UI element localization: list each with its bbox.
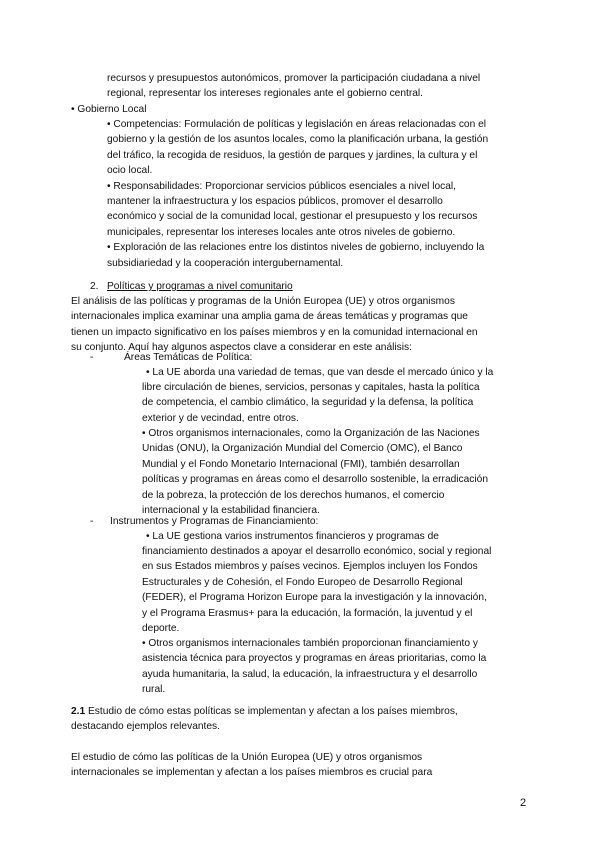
text-line: Estructurales y de Cohesión, el Fondo Europeo de Desarrollo Regional [142, 576, 463, 588]
text-line: gobierno y la gestión de los asuntos locales, como la planificación urbana, la gestión [107, 134, 489, 146]
text-line: ayuda humanitaria, la salud, la educación, la infraestructura y el desarrollo [142, 668, 478, 680]
text-line: rural. [142, 684, 166, 696]
gobierno-local-heading: • Gobierno Local [71, 104, 147, 115]
instrumentos-ue-first: • La UE gestiona varios instrumentos financieros y programas de [146, 531, 439, 542]
text-line: y el Programa Erasmus+ para la educación, la formación, la juventud y el [142, 607, 473, 619]
text-line: internacionales implica examinar una amplia gama de áreas temáticas y programas que [71, 311, 468, 323]
gobierno-local-items [107, 117, 488, 271]
dash-marker: - [90, 516, 94, 527]
text-line: (FEDER), el Programa Horizon Europe para la investigación y la innovación, [142, 592, 487, 604]
text-line: regional, representar los intereses regionales ante el gobierno central. [107, 88, 424, 100]
areas-title: Áreas Temáticas de Política: [124, 352, 253, 363]
text-line: subsidiariedad y la cooperación intergubernamental. [107, 257, 344, 269]
page-number: 2 [520, 797, 527, 809]
text-line: internacional y la estabilidad financiera. [142, 505, 320, 517]
dash-marker: - [90, 352, 94, 363]
section-2-heading [90, 279, 293, 294]
section-2-1-heading [71, 704, 458, 735]
text-line: libre circulación de bienes, servicios, personas y capitales, hasta la política [142, 382, 480, 393]
text-line: asistencia técnica para proyectos y programas en áreas prioritarias, como la [142, 653, 487, 665]
text-line: • Responsabilidades: Proporcionar servicios públicos esenciales a nivel local, [107, 180, 456, 192]
instrumentos-heading [90, 514, 318, 529]
text-line: del tráfico, la recogida de residuos, la gestión de parques y jardines, la cultura y el [107, 149, 478, 161]
text-line: recursos y presupuestos autonómicos, promover la participación ciudadana a nivel [107, 73, 481, 84]
text-line: Unidas (ONU), la Organización Mundial del Comercio (OMC), el Banco [142, 443, 463, 455]
text-line: El estudio de cómo las políticas de la Unión Europea (UE) y otros organismos [71, 752, 423, 763]
section-2-intro [71, 294, 478, 356]
section-title: Políticas y programas a nivel comunitario [107, 281, 293, 292]
text-line: en sus Estados miembros y países vecinos. Ejemplos incluyen los Fondos [142, 561, 478, 573]
areas-otros [142, 426, 488, 518]
text-line: económico y social de la comunidad local, gestionar el presupuesto y los recursos [107, 211, 478, 223]
text-line: • Otros organismos internacionales también proporcionan financiamiento y [142, 638, 478, 649]
text-line: internacionales se implementan y afectan a los países miembros es crucial para [71, 767, 433, 779]
text-line: • Otros organismos internacionales, como la Organización de las Naciones [142, 428, 480, 439]
text-line: • Exploración de las relaciones entre los distintos niveles de gobierno, incluyendo la [107, 242, 485, 254]
text-line: Mundial y el Fondo Monetario Internacional (FMI), también desarrollan [142, 458, 460, 470]
text-line: de la pobreza, la protección de los derechos humanos, el comercio [142, 489, 445, 501]
instrumentos-title: Instrumentos y Programas de Financiamiento: [110, 516, 319, 527]
text-line: exterior y de vecindad, entre otros. [142, 412, 299, 424]
text-line: deporte. [142, 623, 180, 635]
text-line [71, 704, 458, 719]
section-number: 2. [90, 281, 99, 292]
areas-ue-rest [142, 380, 480, 426]
areas-ue-first: • La UE aborda una variedad de temas, que van desde el mercado único y la [146, 367, 494, 378]
text-line: financiamiento destinados a apoyar el desarrollo económico, social y regional [142, 546, 492, 557]
continuation-text [107, 71, 480, 102]
text-line: su conjunto. Aquí hay algunos aspectos clave a considerar en este análisis: [71, 342, 412, 354]
text-line: El análisis de las políticas y programas de la Unión Europea (UE) y otros organismos [71, 296, 455, 307]
text-line: tienen un impacto significativo en los países miembros y en la comunidad internacional en [71, 326, 478, 338]
text-line: destacando ejemplos relevantes. [71, 721, 220, 733]
section-number: 2.1 [71, 706, 86, 717]
instrumentos-ue-rest [142, 544, 491, 636]
text-line: políticas y programas en áreas como el desarrollo sostenible, la erradicación [142, 474, 488, 486]
text-line: ocio local. [107, 165, 153, 177]
text-line: municipales, representar los intereses locales ante otros niveles de gobierno. [107, 226, 456, 238]
closing-paragraph [71, 750, 432, 781]
text-line: • Competencias: Formulación de políticas y legislación en áreas relacionadas con el [107, 119, 487, 130]
instrumentos-otros [142, 636, 486, 698]
section-title: Estudio de cómo estas políticas se implementan y afectan a los países miembros, [85, 706, 458, 717]
text-line: mantener la infraestructura y los espacios públicos, promover el desarrollo [107, 196, 443, 208]
areas-heading [90, 350, 252, 365]
text-line: de competencia, el cambio climático, la seguridad y la defensa, la política [142, 397, 474, 409]
